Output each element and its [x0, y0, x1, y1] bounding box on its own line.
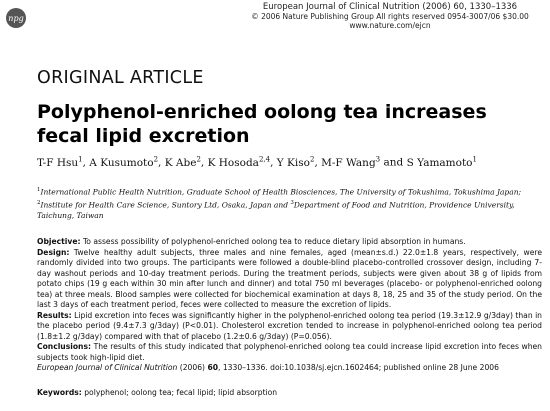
publisher-logo	[6, 8, 26, 28]
copyright-line: © 2006 Nature Publishing Group All rights reserved 0954-3007/06 $30.00	[251, 12, 529, 21]
journal-url[interactable]: www.nature.com/ejcn	[349, 21, 431, 30]
article-type: ORIGINAL ARTICLE	[37, 68, 204, 88]
affiliation-2: $^2$Institute for Health Care Science, Suntory Ltd, Osaka, Japan and $^3$Department of Food and Nutrition, Providence University, Taichung, Taiwan	[37, 200, 515, 220]
logo-text: npg	[8, 13, 24, 23]
author[interactable]: K Abe$^2$	[164, 155, 201, 169]
author-list: T-F Hsu$^1$, A Kusumoto$^2$, K Abe$^2$, K Hosoda$^{2,4}$, Y Kiso$^2$, M-F Wang$^3$ and S Yamamoto$^1$	[37, 155, 477, 169]
author[interactable]: S Yamamoto$^1$	[406, 155, 477, 169]
author[interactable]: M-F Wang$^3$	[321, 155, 381, 169]
affiliation-1: $^1$International Public Health Nutrition, Graduate School of Health Biosciences, The University of Tokushima, Tokushima Japan;	[37, 187, 522, 197]
author[interactable]: A Kusumoto$^2$	[89, 155, 159, 169]
affiliations	[37, 185, 542, 222]
abstract-results: Results: Lipid excretion into feces was significantly higher in the polyphenol-enriched oolong tea period (19.3±12.9 g/3day) than in the placebo period (9.4±7.3 g/3day) (P<0.01). Cholesterol excretion tended to increase in polyphenol-enriched oolong tea period (1.8±1.2 g/3day) compared with that of placebo (1.2±0.6 g/3day) (P=0.056).	[37, 310, 542, 341]
article-title: Polyphenol-enriched oolong tea increases fecal lipid excretion	[37, 101, 487, 147]
citation: European Journal of Clinical Nutrition (2006) 60, 1330–1336. doi:10.1038/sj.ejcn.1602464; published online 28 June 2006	[37, 363, 499, 372]
abstract	[37, 237, 542, 374]
journal-header	[240, 3, 540, 30]
abstract-conclusions: Conclusions: The results of this study indicated that polyphenol-enriched oolong tea could increase lipid excretion into feces when subjects took high-lipid diet.	[37, 342, 542, 362]
author[interactable]: K Hosoda$^{2,4}$	[207, 155, 271, 169]
author[interactable]: Y Kiso$^2$	[276, 155, 315, 169]
journal-line: European Journal of Clinical Nutrition (2006) 60, 1330–1336	[262, 2, 518, 12]
keywords: Keywords: polyphenol; oolong tea; fecal lipid; lipid absorption	[37, 388, 278, 397]
author[interactable]: T-F Hsu$^1$	[37, 155, 83, 169]
abstract-design: Design: Twelve healthy adult subjects, three males and nine females, aged (mean±s.d.) 22.0±1.8 years, respectively, were randomly divided into two groups. The participants were followed a double-blind placebo-controlled crossover design, including 7-day washout periods and 10-day treatment periods. During the treatment periods, subjects were given about 38 g of lipids from potato chips (19 g each within 30 min after lunch and dinner) and total 750 ml beverages (placebo- or polyphenol-enriched oolong tea) at three meals. Blood samples were collected for biochemical examination at days 8, 18, 25 and 35 of the study period. On the last 3 days of each treatment period, feces were collected to measure the excretion of lipids.	[37, 247, 542, 309]
abstract-objective: Objective: To assess possibility of polyphenol-enriched oolong tea to reduce dietary lipid absorption in humans.	[37, 237, 466, 246]
